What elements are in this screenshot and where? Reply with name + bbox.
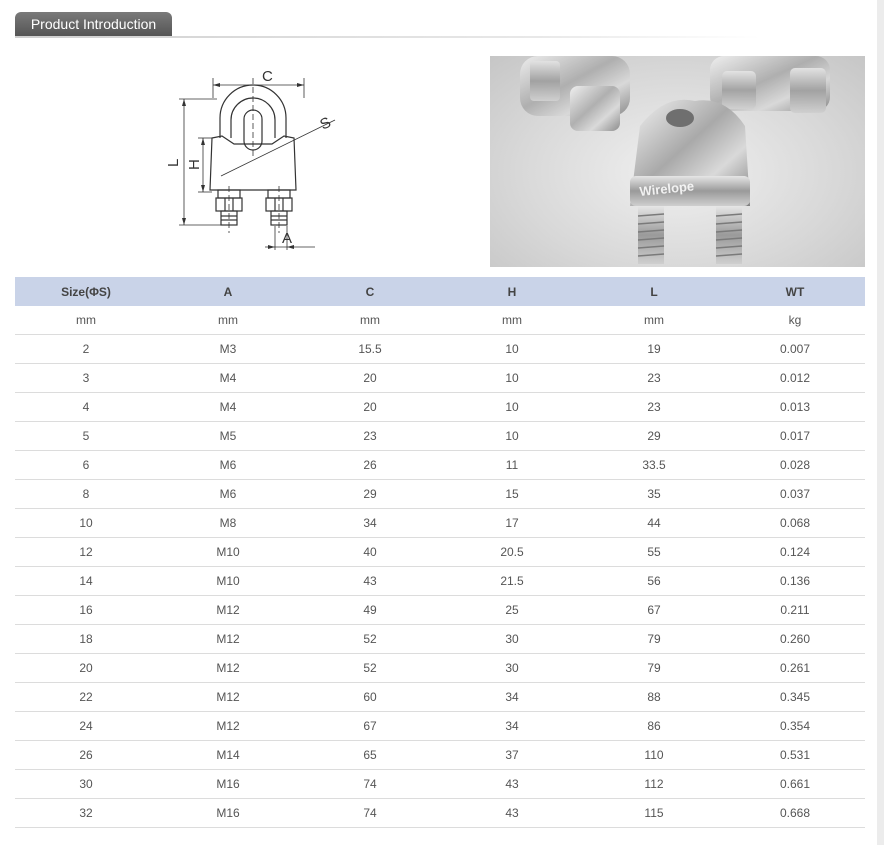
- table-cell: 0.261: [725, 654, 865, 683]
- table-cell: 21.5: [441, 567, 583, 596]
- table-cell: 32: [15, 799, 157, 828]
- table-cell: M12: [157, 683, 299, 712]
- table-cell: M12: [157, 654, 299, 683]
- unit-cell: mm: [15, 306, 157, 335]
- table-cell: 37: [441, 741, 583, 770]
- table-cell: M16: [157, 799, 299, 828]
- table-cell: 34: [441, 712, 583, 741]
- table-cell: 0.028: [725, 451, 865, 480]
- table-cell: 0.013: [725, 393, 865, 422]
- table-cell: 112: [583, 770, 725, 799]
- dimension-diagram: [165, 58, 345, 258]
- table-cell: 86: [583, 712, 725, 741]
- table-row: [15, 596, 865, 625]
- table-cell: 0.017: [725, 422, 865, 451]
- table-cell: 25: [441, 596, 583, 625]
- table-cell: M10: [157, 567, 299, 596]
- unit-cell: kg: [725, 306, 865, 335]
- table-cell: 43: [299, 567, 441, 596]
- table-row: [15, 393, 865, 422]
- table-cell: 52: [299, 654, 441, 683]
- table-cell: 22: [15, 683, 157, 712]
- table-cell: M16: [157, 770, 299, 799]
- tab-underline: [15, 36, 760, 38]
- table-cell: 0.260: [725, 625, 865, 654]
- table-cell: M8: [157, 509, 299, 538]
- table-cell: 14: [15, 567, 157, 596]
- table-cell: 30: [441, 654, 583, 683]
- table-cell: M12: [157, 596, 299, 625]
- table-cell: 2: [15, 335, 157, 364]
- table-cell: 5: [15, 422, 157, 451]
- header-size: Size(ΦS): [15, 277, 157, 306]
- table-row: [15, 480, 865, 509]
- table-cell: 74: [299, 770, 441, 799]
- table-cell: 10: [441, 393, 583, 422]
- table-cell: 11: [441, 451, 583, 480]
- table-cell: M4: [157, 364, 299, 393]
- unit-cell: mm: [157, 306, 299, 335]
- table-cell: 0.531: [725, 741, 865, 770]
- photo-watermark: Wirelope: [638, 178, 695, 199]
- table-row: [15, 683, 865, 712]
- table-cell: 67: [299, 712, 441, 741]
- wire-rope-clip-photo: [490, 56, 865, 267]
- table-cell: 110: [583, 741, 725, 770]
- table-cell: 34: [441, 683, 583, 712]
- table-cell: 0.037: [725, 480, 865, 509]
- table-cell: 10: [15, 509, 157, 538]
- table-cell: 60: [299, 683, 441, 712]
- table-cell: 17: [441, 509, 583, 538]
- header-wt: WT: [725, 277, 865, 306]
- table-cell: M3: [157, 335, 299, 364]
- table-cell: 15.5: [299, 335, 441, 364]
- table-cell: 0.012: [725, 364, 865, 393]
- table-cell: 12: [15, 538, 157, 567]
- table-cell: 0.124: [725, 538, 865, 567]
- table-row: [15, 741, 865, 770]
- table-cell: 0.211: [725, 596, 865, 625]
- table-row: [15, 451, 865, 480]
- table-cell: 20: [299, 393, 441, 422]
- table-cell: 65: [299, 741, 441, 770]
- table-row: [15, 364, 865, 393]
- table-cell: M4: [157, 393, 299, 422]
- table-cell: 0.007: [725, 335, 865, 364]
- table-cell: 34: [299, 509, 441, 538]
- unit-cell: mm: [441, 306, 583, 335]
- label-c: C: [262, 68, 273, 85]
- table-cell: 43: [441, 799, 583, 828]
- table-row: [15, 567, 865, 596]
- table-cell: 26: [299, 451, 441, 480]
- table-cell: 30: [15, 770, 157, 799]
- table-cell: 10: [441, 364, 583, 393]
- product-photo: [490, 56, 865, 267]
- table-row: [15, 625, 865, 654]
- table-cell: 30: [441, 625, 583, 654]
- header-h: H: [441, 277, 583, 306]
- table-header-row: [15, 277, 865, 306]
- header-l: L: [583, 277, 725, 306]
- table-cell: 74: [299, 799, 441, 828]
- header-a: A: [157, 277, 299, 306]
- table-cell: M14: [157, 741, 299, 770]
- table-cell: 79: [583, 625, 725, 654]
- table-cell: 20.5: [441, 538, 583, 567]
- table-cell: 0.668: [725, 799, 865, 828]
- table-cell: 24: [15, 712, 157, 741]
- specification-table: [15, 277, 865, 828]
- table-row: [15, 654, 865, 683]
- table-cell: 56: [583, 567, 725, 596]
- table-row: [15, 509, 865, 538]
- table-cell: 88: [583, 683, 725, 712]
- unit-cell: mm: [583, 306, 725, 335]
- table-cell: 52: [299, 625, 441, 654]
- table-cell: M5: [157, 422, 299, 451]
- table-cell: 35: [583, 480, 725, 509]
- units-row: [15, 306, 865, 335]
- table-cell: 20: [299, 364, 441, 393]
- table-cell: 26: [15, 741, 157, 770]
- table-cell: 0.354: [725, 712, 865, 741]
- table-cell: 16: [15, 596, 157, 625]
- table-cell: 8: [15, 480, 157, 509]
- unit-cell: mm: [299, 306, 441, 335]
- table-row: [15, 335, 865, 364]
- table-cell: 4: [15, 393, 157, 422]
- table-cell: 0.136: [725, 567, 865, 596]
- section-tab-bar: [15, 12, 760, 38]
- table-row: [15, 799, 865, 828]
- label-s: S: [317, 113, 334, 134]
- table-cell: 15: [441, 480, 583, 509]
- table-cell: 3: [15, 364, 157, 393]
- scrollbar-track[interactable]: [877, 0, 884, 845]
- table-cell: M10: [157, 538, 299, 567]
- table-cell: 10: [441, 335, 583, 364]
- table-cell: 20: [15, 654, 157, 683]
- table-cell: 49: [299, 596, 441, 625]
- table-row: [15, 712, 865, 741]
- table-cell: 23: [583, 393, 725, 422]
- table-cell: M6: [157, 480, 299, 509]
- table-cell: 44: [583, 509, 725, 538]
- table-row: [15, 538, 865, 567]
- table-cell: 10: [441, 422, 583, 451]
- table-cell: M12: [157, 625, 299, 654]
- table-cell: 0.661: [725, 770, 865, 799]
- table-cell: 40: [299, 538, 441, 567]
- table-cell: 6: [15, 451, 157, 480]
- header-c: C: [299, 277, 441, 306]
- table-cell: 0.345: [725, 683, 865, 712]
- table-cell: 23: [583, 364, 725, 393]
- table-cell: 55: [583, 538, 725, 567]
- table-cell: 29: [299, 480, 441, 509]
- label-a: A: [282, 230, 293, 247]
- wire-rope-clip-drawing: [165, 58, 345, 258]
- tab-product-introduction[interactable]: Product Introduction: [15, 12, 172, 36]
- table-row: [15, 422, 865, 451]
- table-cell: 19: [583, 335, 725, 364]
- table-row: [15, 770, 865, 799]
- label-h: H: [186, 159, 203, 170]
- table-cell: 23: [299, 422, 441, 451]
- table-cell: M12: [157, 712, 299, 741]
- table-cell: 29: [583, 422, 725, 451]
- table-cell: M6: [157, 451, 299, 480]
- label-l: L: [165, 158, 182, 167]
- table-cell: 79: [583, 654, 725, 683]
- table-cell: 67: [583, 596, 725, 625]
- table-cell: 115: [583, 799, 725, 828]
- table-cell: 33.5: [583, 451, 725, 480]
- table-cell: 43: [441, 770, 583, 799]
- table-cell: 0.068: [725, 509, 865, 538]
- table-cell: 18: [15, 625, 157, 654]
